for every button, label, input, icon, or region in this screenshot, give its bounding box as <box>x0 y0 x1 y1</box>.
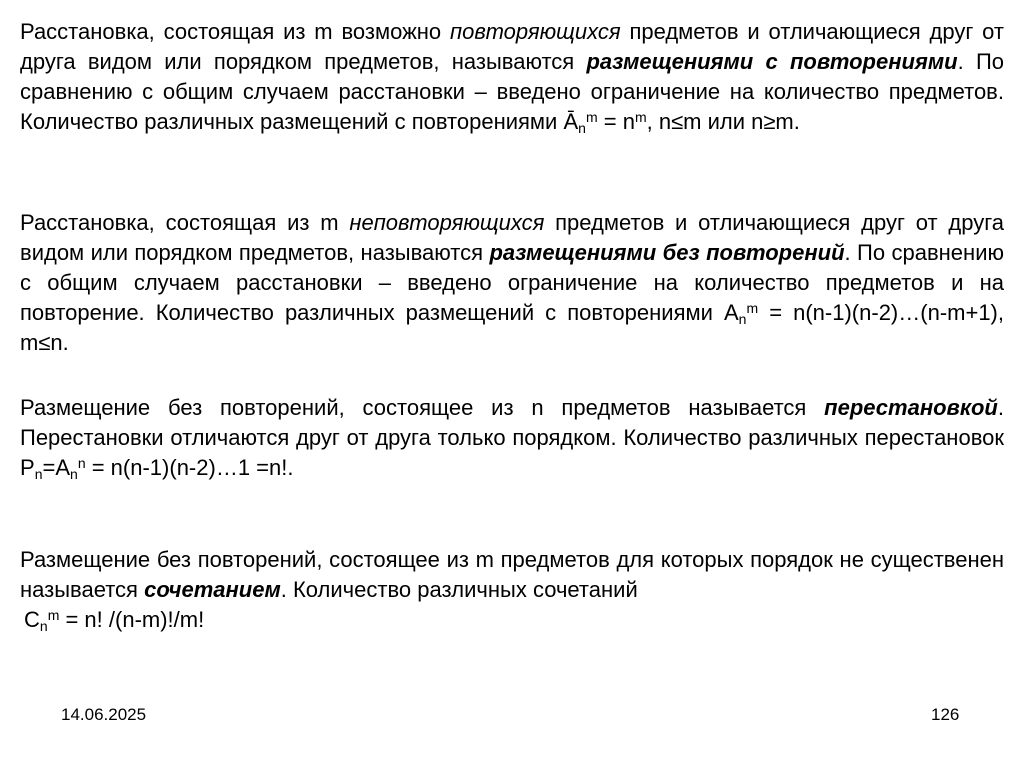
formula-superscript: n <box>77 455 86 471</box>
formula-symbol: P <box>20 455 35 480</box>
paragraph-permutations <box>20 393 1004 483</box>
emphasis-non-repeating: неповторяющихся <box>349 210 545 235</box>
formula-rhs-superscript: m <box>634 109 647 125</box>
formula-arrangements-with-repetition <box>563 109 799 134</box>
paragraph-text: предметов и отличающиеся друг от друга видом или порядком предметов, называются <box>20 19 1004 74</box>
formula-superscript: m <box>746 300 759 316</box>
formula-permutations <box>20 455 293 480</box>
term-arrangements-without-repetition: размещениями без повторений <box>489 240 845 265</box>
paragraph-text: Размещение без повторений, состоящее из m предметов для которых порядок не существенен называется <box>20 547 1004 602</box>
formula-rhs: = n! /(n-m)!/m! <box>59 607 205 632</box>
formula-combinations <box>20 607 204 632</box>
formula-subscript: n <box>39 618 48 634</box>
emphasis-repeating: повторяющихся <box>449 19 621 44</box>
footer-date: 14.06.2025 <box>61 705 147 724</box>
paragraph-text: предметов и отличающиеся друг от друга видом или порядком предметов, называются <box>20 210 1004 265</box>
formula-superscript: m <box>585 109 598 125</box>
formula-subscript: n <box>70 466 78 482</box>
paragraph-text: . По сравнению с общим случаем расстановки – введено ограничение на количество предметов и на повторение. Количество различных размещений с повторениями <box>20 240 1004 325</box>
formula-equals: =A <box>42 455 71 480</box>
formula-subscript: n <box>738 311 747 327</box>
footer-page-number: 126 <box>931 705 960 724</box>
term-permutation: перестановкой <box>824 395 998 420</box>
formula-symbol: A <box>723 300 739 325</box>
paragraph-text: Расстановка, состоящая из m возможно <box>20 19 450 44</box>
term-arrangements-with-repetition: размещениями с повторениями <box>586 49 958 74</box>
paragraph-text: . По сравнению с общим случаем расстановки – введено ограничение на количество предметов. Количество различных размещений с повторениями <box>20 49 1004 134</box>
formula-rhs: = n <box>597 109 635 134</box>
paragraph-text: Размещение без повторений, состоящее из n предметов называется <box>20 395 825 420</box>
paragraph-text: . Количество различных сочетаний <box>280 577 638 602</box>
paragraph-arrangements-with-repetition <box>20 17 1004 137</box>
formula-subscript: n <box>578 120 586 136</box>
paragraph-text: Расстановка, состоящая из m <box>20 210 350 235</box>
formula-superscript: m <box>47 607 60 623</box>
paragraph-text: . Перестановки отличаются друг от друга только порядком. Количество различных перестановок <box>20 395 1004 450</box>
formula-symbol: C <box>24 607 40 632</box>
formula-subscript: n <box>34 466 43 482</box>
formula-rhs: = n(n-1)(n-2)…1 =n!. <box>85 455 294 480</box>
paragraph-arrangements-without-repetition <box>20 208 1004 358</box>
formula-symbol: Ā <box>563 109 579 134</box>
term-combination: сочетанием <box>144 577 281 602</box>
paragraph-combinations <box>20 545 1004 635</box>
formula-rhs-tail: , n≤m или n≥m. <box>646 109 800 134</box>
formula-rhs: = n(n-1)(n-2)…(n-m+1), m≤n. <box>20 300 1004 355</box>
